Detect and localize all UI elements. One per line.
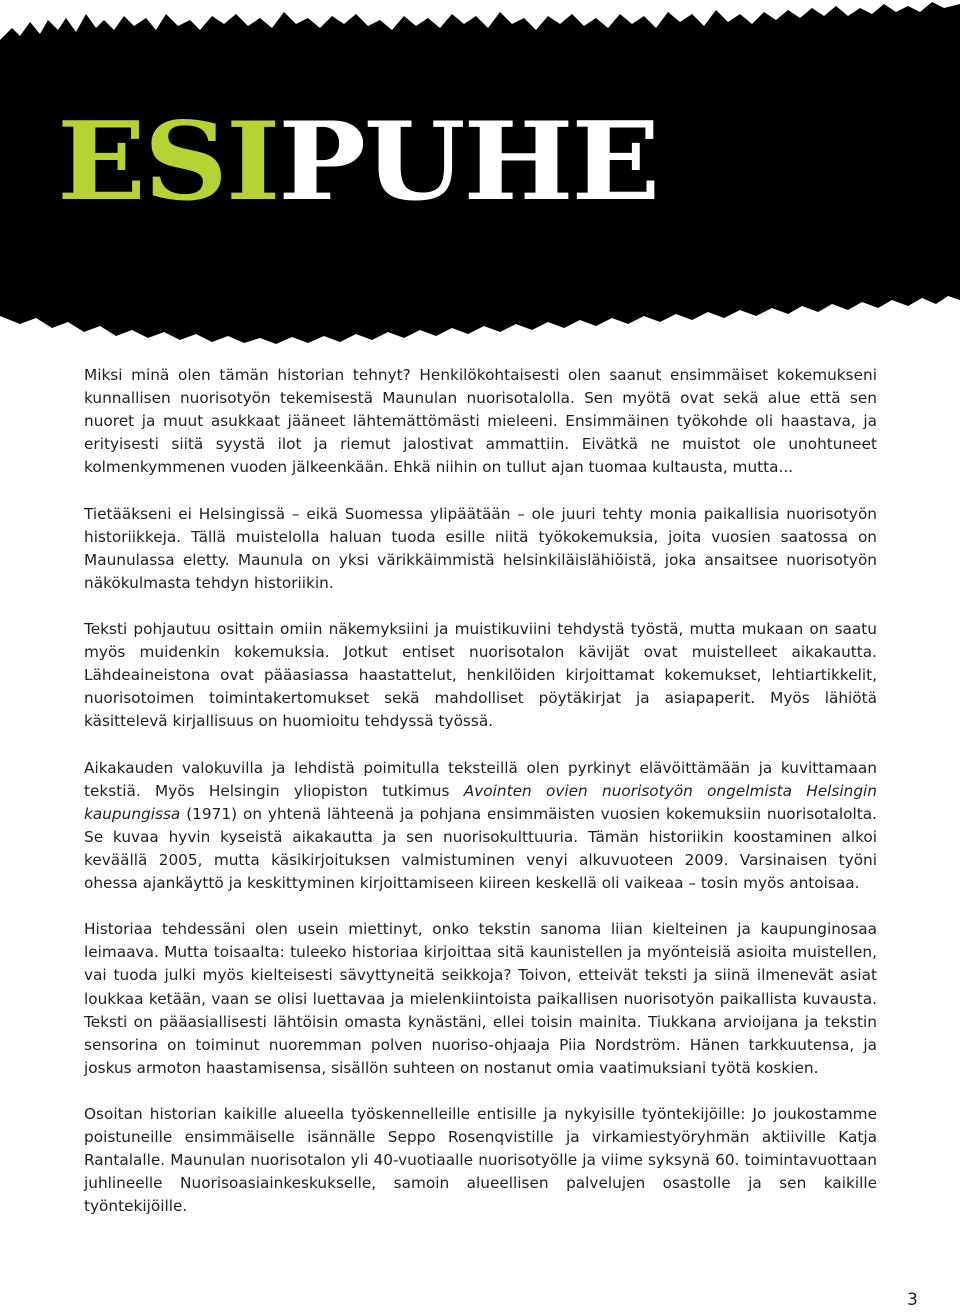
page-number: 3 [907,1290,918,1310]
paragraph-4-after: (1971) on yhtenä lähteenä ja pohjana ensimmäisten vuosien kokemuksiin nuorisotalolta. Se kuvaa hyvin kyseistä aikakautta ja sen nuorisokulttuuria. Tämän historiikin koostaminen alkoi keväällä 2005, mutta käsikirjoituksen valmistuminen venyi alkuvuoteen 2009. Varsinaisen työni ohessa ajankäyttö ja keskittyminen kirjoittamiseen kiireen keskellä oli vaikeaa – tosin myös antoisaa. [84,804,877,893]
body-text [84,364,877,1242]
paragraph-3: Teksti pohjautuu osittain omiin näkemyksiini ja muistikuviini tehdystä työstä, mutta mukaan on saatu myös muidenkin kokemuksia. Jotkut entiset nuorisotalon kävijät ovat muistelleet aikakautta. Lähdeaineistona ovat pääasiassa haastattelut, henkilöiden kirjoittamat kokemukset, lehtiartikkelit, nuorisotoimen toimintakertomukset sekä mahdolliset pöytäkirjat ja asiapaperit. Myös lähiötä käsittelevä kirjallisuus on huomioitu tehdyssä työssä. [84,620,877,731]
page-title [57,99,659,225]
paragraph-5: Historiaa tehdessäni olen usein miettinyt, onko tekstin sanoma liian kielteinen ja kaupunginosaa leimaava. Mutta toisaalta: tuleeko historiaa kirjoittaa sitä kaunistellen ja myönteisiä asioita muistellen, vai tuoda julki myös kielteisesti sävyttyneitä seikkoja? Toivon, etteivät teksti ja siinä ilmenevät asiat loukkaa ketään, vaan se olisi luettavaa ja mielenkiintoista paikallisen nuorisotyön paikallista kuvausta. Teksti on pääasiallisesti lähtöisin omasta kynästäni, ellei toisin mainita. Tiukkana arvioijana ja tekstin sensorina on toiminut nuoremman polven nuoriso-ohjaaja Piia Nordström. Hänen tarkkuutensa, ja joskus armoton haastamisensa, sisällön suhteen on nostanut omia vaatimuksiani työtä koskien. [84,920,877,1077]
paragraph-1: Miksi minä olen tämän historian tehnyt? Henkilökohtaisesti olen saanut ensimmäiset kokemukseni kunnallisen nuorisotyön tekemisestä Maunulan nuorisotalolla. Sen myötä ovat sekä alue että sen nuoret ja muut asukkaat jääneet lähtemättömästi mieleeni. Ensimmäinen työkohde oli haastava, ja erityisesti siitä syystä ilot ja riemut jalostivat ammattiin. Eivätkä ne muistot ole unohtuneet kolmenkymmenen vuoden jälkeenkään. Ehkä niihin on tullut ajan tuomaa kultausta, mutta... [84,366,877,477]
study-title: Avointen ovien nuorisotyön ongelmista Helsingin kaupungissa [84,781,878,823]
paragraph-6: Osoitan historian kaikille alueella työskennelleille entisille ja nykyisille työntekijöille: Jo joukostamme poistuneille ensimmäiselle isännälle Seppo Rosenqvistille ja virkamiestyöryhmän aktiiville Katja Rantalalle. Maunulan nuorisotalon yli 40-vuotiaalle nuorisotyölle ja viime syksynä 60. toimintavuottaan juhlineelle Nuorisoasiainkeskukselle, samoin alueellisen palvelujen osastolle ja sen kaikille työntekijöille. [84,1105,877,1216]
header-banner [0,0,960,345]
paragraph-2: Tietääkseni ei Helsingissä – eikä Suomessa ylipäätään – ole juuri tehty monia paikallisia nuorisotyön historiikkeja. Tällä muistelolla haluan tuoda esille niitä työkokemuksia, joita vuosien saatossa on Maunulassa eletty. Maunula on yksi värikkäimmistä helsinkiläislähiöistä, joka ansaitsee nuorisotyön näkökulmasta tehdyn historiikin. [84,504,877,592]
paragraph-4 [84,757,877,896]
title-accent-part: ESI [57,99,279,225]
paragraph-4-before: Aikakauden valokuvilla ja lehdistä poimitulla teksteillä olen pyrkinyt elävöittämään ja kuvittamaan tekstiä. Myös Helsingin yliopiston tutkimus [84,758,877,800]
title-main-part: PUHE [278,99,659,225]
